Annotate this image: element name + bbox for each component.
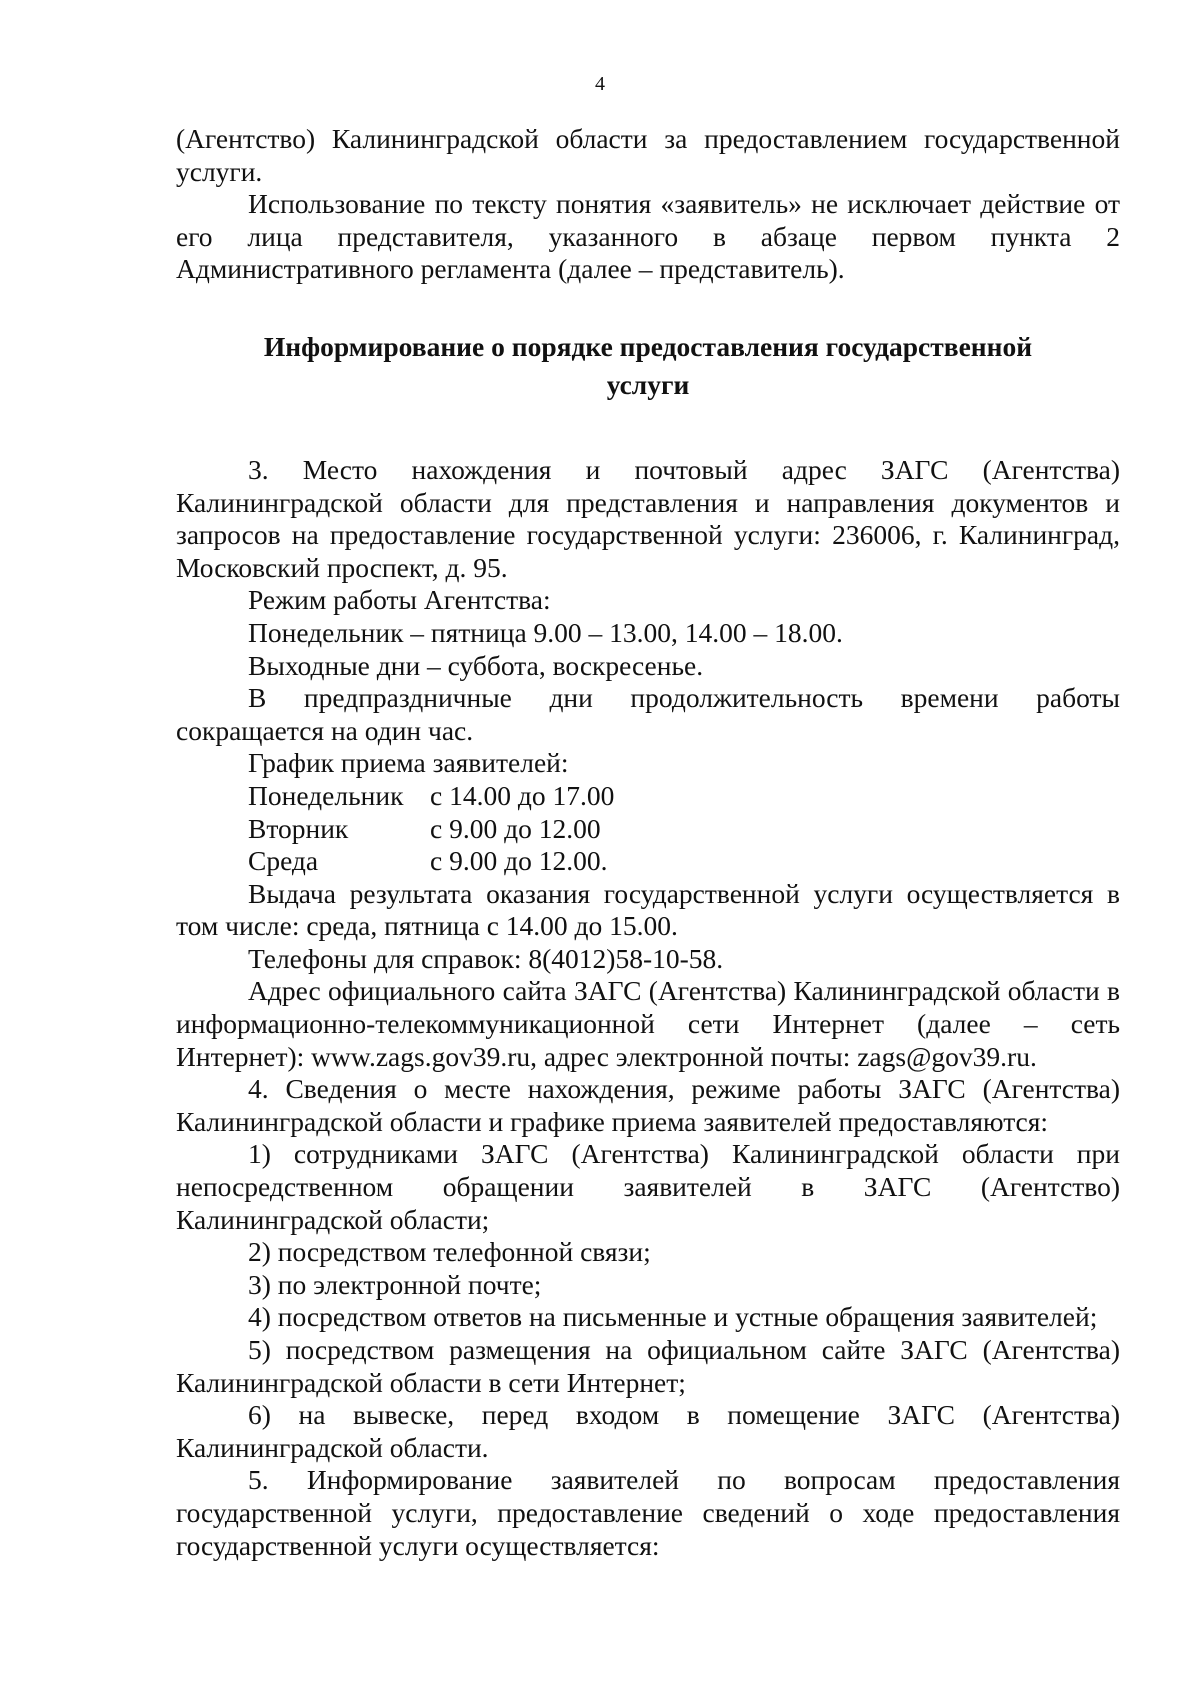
schedule-day: Понедельник xyxy=(248,779,404,811)
list-item: 5) посредством размещения на официальном сайте ЗАГС (Агентства) Калининградской области в сети Интернет; xyxy=(176,1334,1120,1398)
schedule-day: Вторник xyxy=(248,812,349,844)
paragraph-section-5-intro: 5. Информирование заявителей по вопросам предоставления государственной услуги, предоставление сведений о ходе предоставления государственной услуги осуществляется: xyxy=(176,1464,1120,1561)
list-item: 1) сотрудниками ЗАГС (Агентства) Калининградской области при непосредственном обращении заявителей в ЗАГС (Агентство) Калининградской области; xyxy=(176,1138,1120,1235)
page-number: 4 xyxy=(595,73,605,95)
section-heading xyxy=(176,328,1120,404)
paragraph-address: 3. Место нахождения и почтовый адрес ЗАГС (Агентства) Калининградской области для представления и направления документов и запросов на предоставление государственной услуги: 236006, г. Калининград, Московский проспект, д. 95. xyxy=(176,453,1120,583)
schedule-row xyxy=(248,845,614,878)
work-mode-weekend: Выходные дни – суббота, воскресенье. xyxy=(248,649,704,681)
paragraph-preholiday: В предпраздничные дни продолжительность времени работы сокращается на один час. xyxy=(176,682,1120,746)
list-item: 6) на вывеске, перед входом в помещение ЗАГС (Агентства) Калининградской области. xyxy=(176,1399,1120,1463)
paragraph-phones: Телефоны для справок: 8(4012)58-10-58. xyxy=(248,942,724,974)
schedule-day: Среда xyxy=(248,845,319,877)
schedule-row xyxy=(248,780,614,813)
schedule-time: с 9.00 до 12.00. xyxy=(430,845,608,877)
paragraph-applicant-definition: Использование по тексту понятия «заявитель» не исключает действие от его лица представителя, указанного в абзаце первом пункта 2 Административного регламента (далее – представитель). xyxy=(176,188,1120,285)
schedule-time: с 14.00 до 17.00 xyxy=(430,779,615,811)
reception-schedule xyxy=(248,780,614,878)
paragraph-website: Адрес официального сайта ЗАГС (Агентства) Калининградской области в информационно-телекоммуникационной сети Интернет (далее – сеть Интернет): www.zags.gov39.ru, адрес электронной почты: zags@gov39.ru. xyxy=(176,975,1120,1072)
section-heading-line-2: услуги xyxy=(606,368,690,400)
list-item: 4) посредством ответов на письменные и устные обращения заявителей; xyxy=(248,1301,1098,1333)
work-mode-weekdays: Понедельник – пятница 9.00 – 13.00, 14.00 – 18.00. xyxy=(248,616,843,648)
section-heading-line-1: Информирование о порядке предоставления государственной xyxy=(263,330,1033,362)
schedule-title: График приема заявителей: xyxy=(248,747,569,779)
document-body xyxy=(176,123,1120,1562)
work-mode-title: Режим работы Агентства: xyxy=(248,584,551,616)
schedule-row xyxy=(248,813,614,846)
list-item: 2) посредством телефонной связи; xyxy=(248,1236,651,1268)
paragraph-section-4-intro: 4. Сведения о месте нахождения, режиме работы ЗАГС (Агентства) Калининградской области и графике приема заявителей предоставляются: xyxy=(176,1073,1120,1137)
list-item: 3) по электронной почте; xyxy=(248,1268,542,1300)
paragraph-intro-continuation: (Агентство) Калининградской области за предоставлением государственной услуги. xyxy=(176,123,1120,187)
paragraph-issuance: Выдача результата оказания государственной услуги осуществляется в том числе: среда, пятница с 14.00 до 15.00. xyxy=(176,877,1120,942)
schedule-time: с 9.00 до 12.00 xyxy=(430,812,601,844)
